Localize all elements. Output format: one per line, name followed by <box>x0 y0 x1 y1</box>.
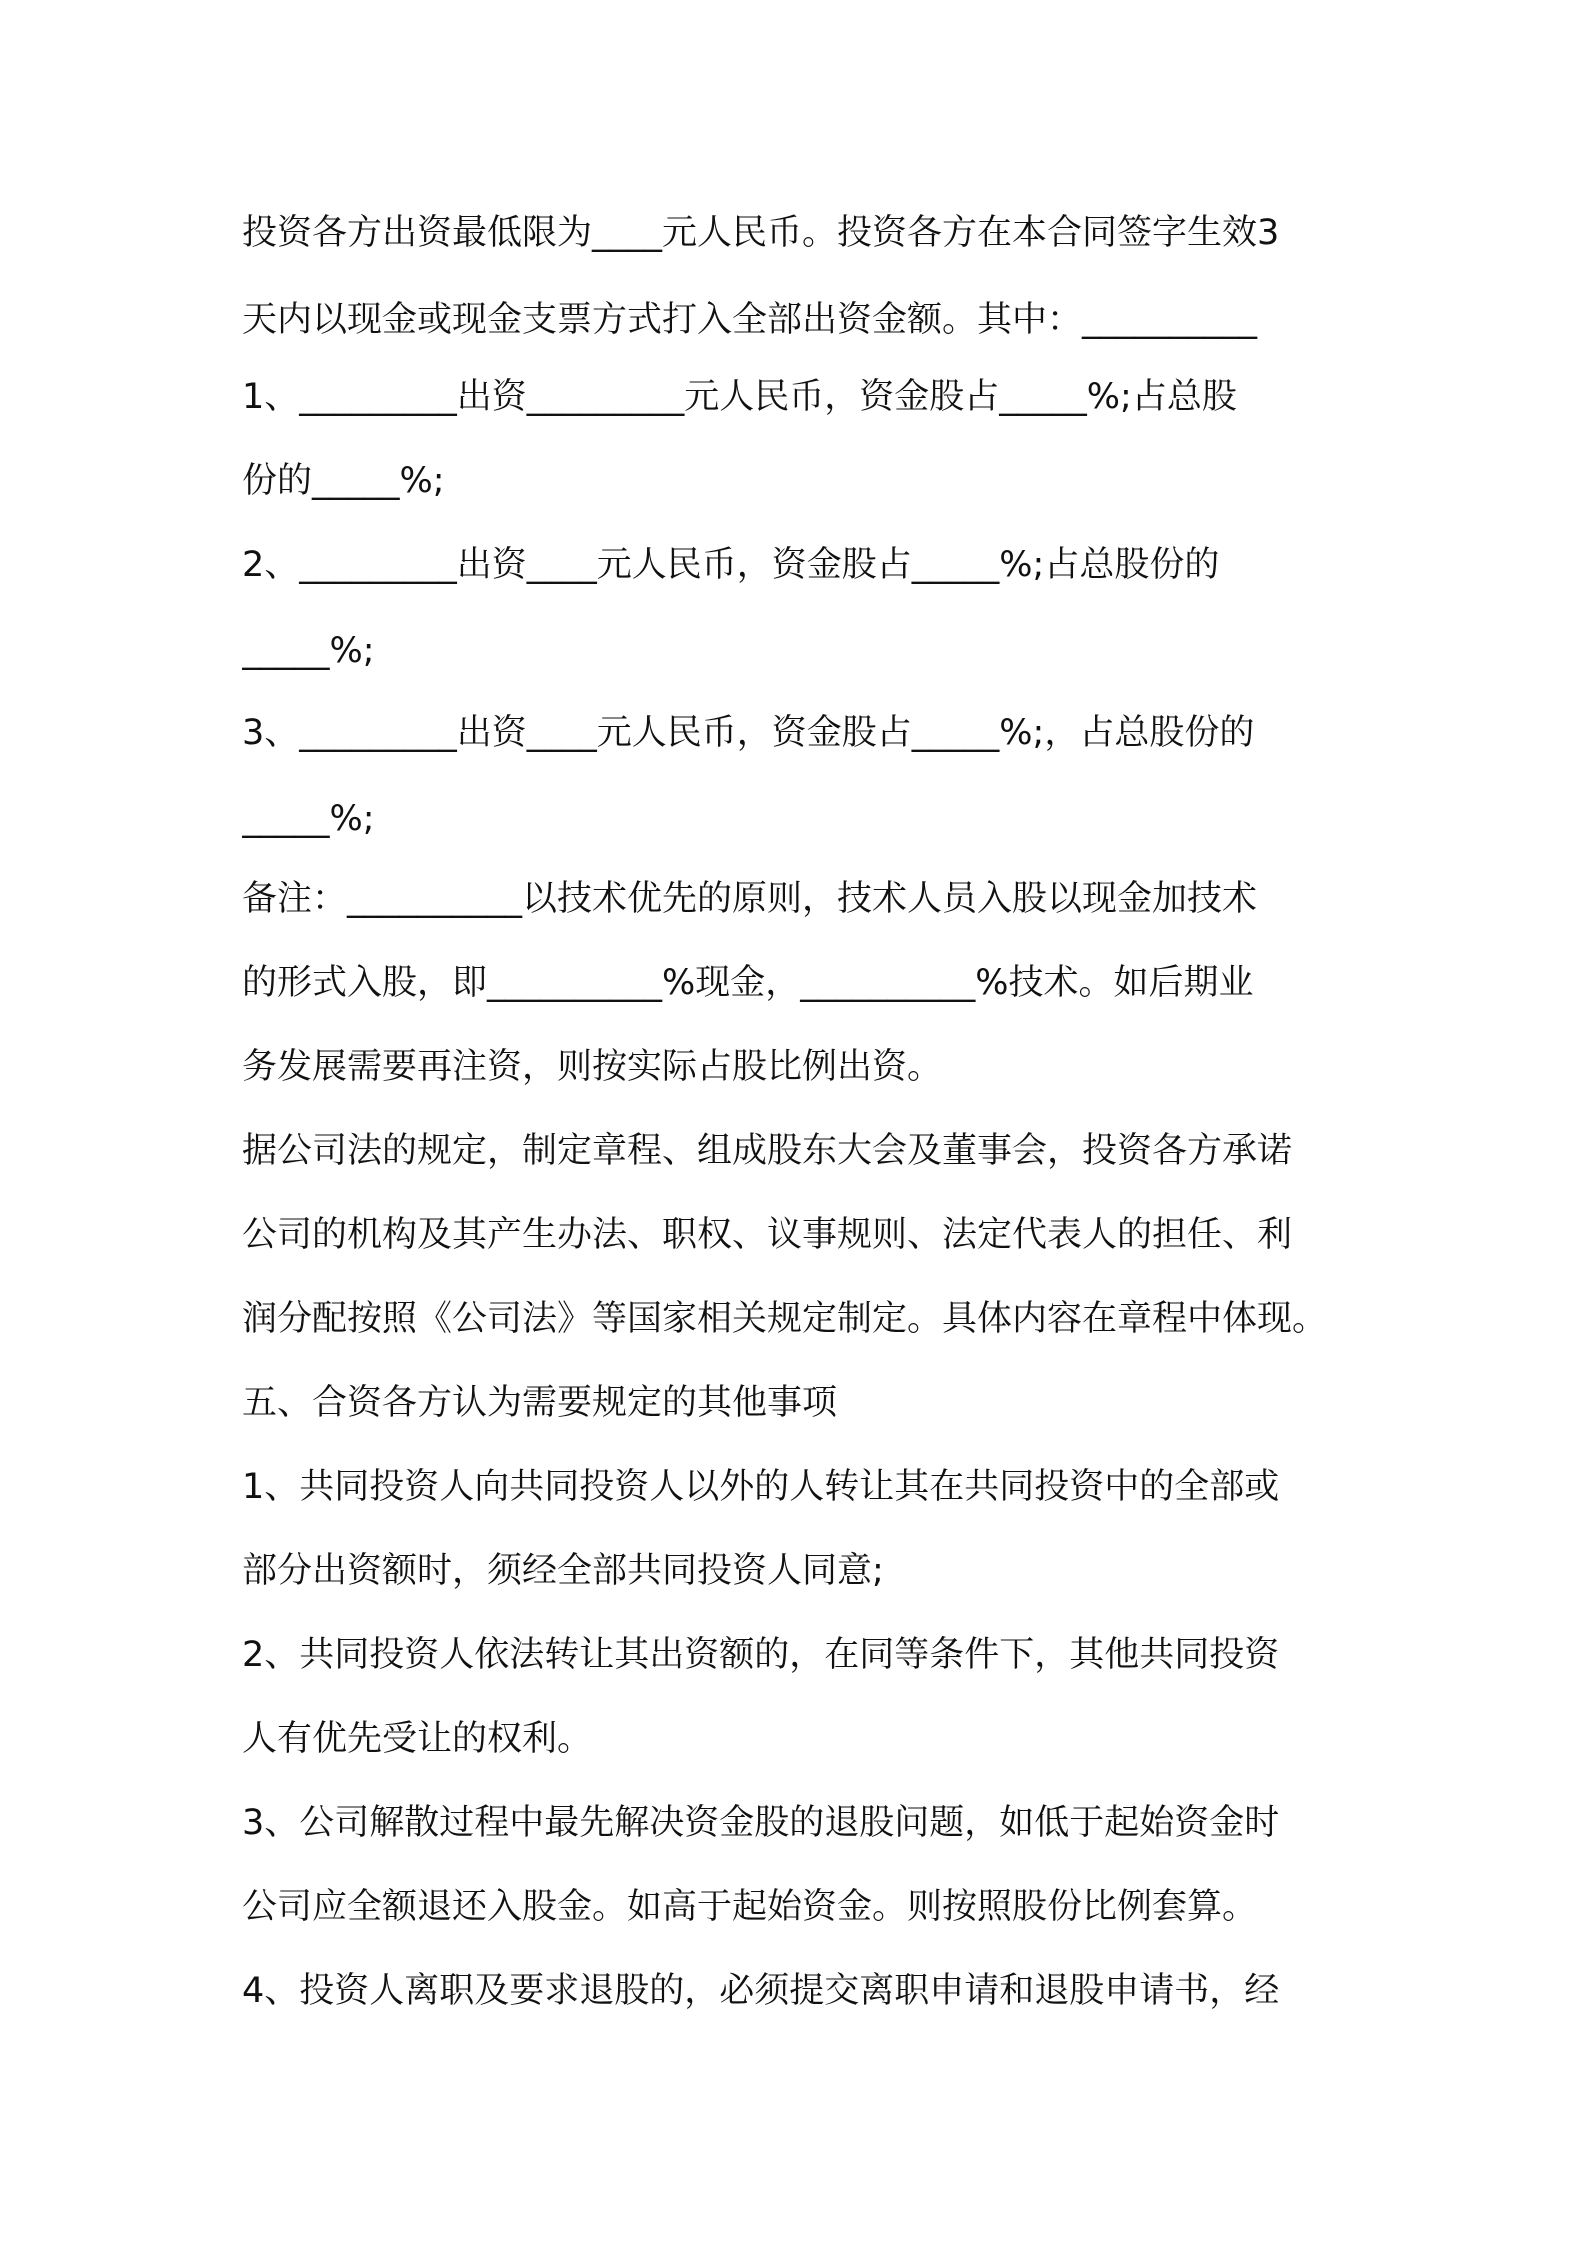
text-line: 3、公司解散过程中最先解决资金股的退股问题，如低于起始资金时 <box>242 1803 1280 1843</box>
text-line: 4、投资人离职及要求退股的，必须提交离职申请和退股申请书，经 <box>242 1971 1280 2011</box>
text-line: 1、_________出资_________元人民币，资金股占_____%;占总股 <box>242 377 1237 417</box>
text-line: 润分配按照《公司法》等国家相关规定制定。具体内容在章程中体现。 <box>242 1299 1328 1339</box>
text-line: 公司的机构及其产生办法、职权、议事规则、法定代表人的担任、利 <box>242 1215 1293 1255</box>
text-line: 1、共同投资人向共同投资人以外的人转让其在共同投资中的全部或 <box>242 1467 1280 1507</box>
text-line: 3、_________出资____元人民币，资金股占_____%;，占总股份的 <box>242 713 1255 753</box>
text-line: 人有优先受让的权利。 <box>242 1719 593 1759</box>
text-line: _____%; <box>242 799 375 839</box>
text-line: _____%; <box>242 631 375 671</box>
text-line: 部分出资额时，须经全部共同投资人同意; <box>242 1551 884 1591</box>
text-line: 份的_____%; <box>242 461 445 501</box>
text-line: 2、共同投资人依法转让其出资额的，在同等条件下，其他共同投资 <box>242 1635 1280 1675</box>
section-heading: 五、合资各方认为需要规定的其他事项 <box>242 1383 838 1423</box>
text-line: 备注：__________以技术优先的原则，技术人员入股以现金加技术 <box>242 879 1258 919</box>
text-line: 公司应全额退还入股金。如高于起始资金。则按照股份比例套算。 <box>242 1887 1258 1927</box>
text-line: 2、_________出资____元人民币，资金股占_____%;占总股份的 <box>242 545 1220 585</box>
text-line: 天内以现金或现金支票方式打入全部出资金额。其中：__________ <box>242 300 1258 340</box>
text-line: 务发展需要再注资，则按实际占股比例出资。 <box>242 1047 943 1087</box>
text-line: 投资各方出资最低限为____元人民币。投资各方在本合同签字生效3 <box>242 213 1280 253</box>
text-line: 的形式入股，即__________%现金，__________%技术。如后期业 <box>242 963 1254 1003</box>
text-line: 据公司法的规定，制定章程、组成股东大会及董事会，投资各方承诺 <box>242 1131 1293 1171</box>
